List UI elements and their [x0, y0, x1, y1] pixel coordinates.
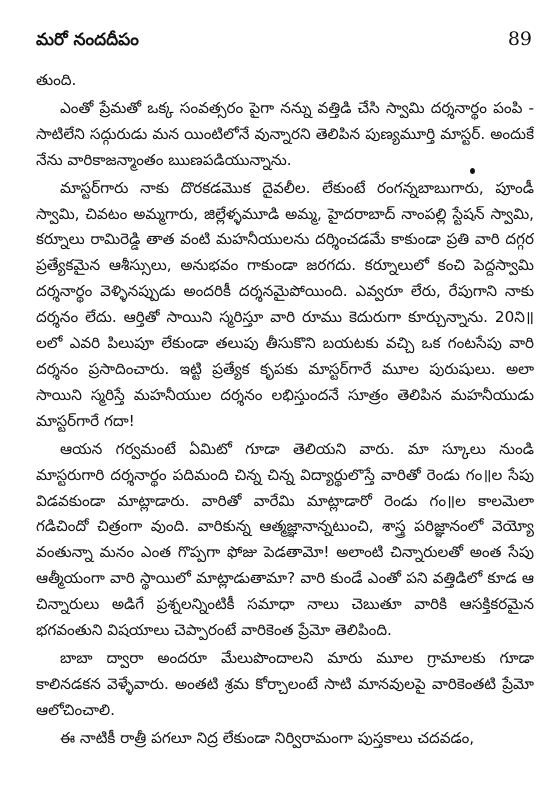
page-header: [36, 28, 534, 68]
paragraph: ఎంతో ప్రేమతో ఒక్క సంవత్సరం పైగా నన్ను వత్తిడి చేసి స్వామి దర్శనార్థం పంపి - సాటిలేని సద్గురుడు మన యింటిలోనే వున్నారని తెలిపిన పుణ్యమూర్తి మాస్టర్. అందుకే నేను వారికాజన్మాంతం ఋణపడియున్నాను.: [36, 98, 534, 169]
ink-dot-mark: [470, 168, 475, 174]
page-number: 89: [507, 28, 532, 50]
paragraph: మాస్టర్‌గారు నాకు దొరకడమొక దైవలీల. లేకుంటే రంగన్నబాబుగారు, పూండీ స్వామి, చివటం అమ్మగారు, జిల్లేళ్ళమూడి అమ్మ, హైదరాబాద్ నాంపల్లి స్టేషన్ స్వామి, కర్నూలు రామిరెడ్డి తాత వంటి మహనీయులను దర్శించడమే కాకుండా ప్రతి వారి దగ్గర ప్రత్యేకమైన ఆశీస్సులు, అనుభవం గాకుండా జరగదు. కర్నూలులో కంచి పెద్దస్వామి దర్శనార్థం వెళ్ళినప్పుడు అందరికీ దర్శనమైపోయింది. ఎవ్వరూ లేరు, రేపుగాని నాకు దర్శనం లేదు. ఆర్తితో సాయిని స్మరిస్తూ వారి రూము కెదురుగా కూర్చున్నాను. 20ని॥లలో ఎవరి పిలుపూ లేకుండా తలుపు తీసుకొని బయటకు వచ్చి ఒక గంటసేపు వారి దర్శనం ప్రసాదించారు. ఇట్టి ప్రత్యేక కృపకు మాస్టర్‌గారే మూల పురుషులు. అలా సాయిని స్మరిస్తే మహనీయుల దర్శనం లభిస్తుందనే సూత్రం తెలిపిన మహనీయుడు మాస్టర్‌గారే గదా!: [36, 178, 534, 430]
paragraph: ఆయన గర్వమంటే ఏమిటో గూడా తెలియని వారు. మా స్కూలు నుండి మాస్టరుగారి దర్శనార్థం పదిమంది చిన్న చిన్న విద్యార్థులొస్తే వారితో రెండు గం॥ల సేపు విడవకుండా మాట్లాడారు. వారితో వారేమి మాట్లాడారో రెండు గం॥ల కాలమెలా గడిచిందో చిత్రంగా వుంది. వారికున్న ఆత్మజ్ఞానాన్నటుంచి, శాస్త్ర పరిజ్ఞానంలో వెయ్యో వంతున్నా మనం ఎంత గొప్పగా ఫోజు పెడతామో! అలాంటి చిన్నారులతో అంత సేపు ఆత్మీయంగా వారి స్థాయిలో మాట్లాడుతామా? వారి కుండే ఎంతో పని వత్తిడిలో కూడ ఆ చిన్నారులు అడిగే ప్రశ్నలన్నింటికీ సమాధా నాలు చెబుతూ వారికి ఆసక్తికరమైన భగవంతుని విషయాలు చెప్పారంటే వారికెంత ప్రేమో తెలిపింది.: [36, 439, 534, 640]
paragraph: బాబా ద్వారా అందరూ మేలుపొందాలని మారు మూల గ్రామాలకు గూడా కాలినడకన వెళ్ళేవారు. అంతటి శ్రమ కోర్చాలంటే సాటి మానవులపై వారికెంతటి ప్రేమో ఆలోచించాలి.: [36, 648, 534, 719]
paragraph: ఈ నాటికీ రాత్రీ పగలూ నిద్ర లేకుండా నిర్విరామంగా పుస్తకాలు చదవడం,: [60, 728, 475, 747]
page-body: [36, 68, 534, 752]
running-title: మరో నందదీపం: [36, 30, 139, 50]
paragraph-continuation: తుంది.: [36, 71, 77, 89]
